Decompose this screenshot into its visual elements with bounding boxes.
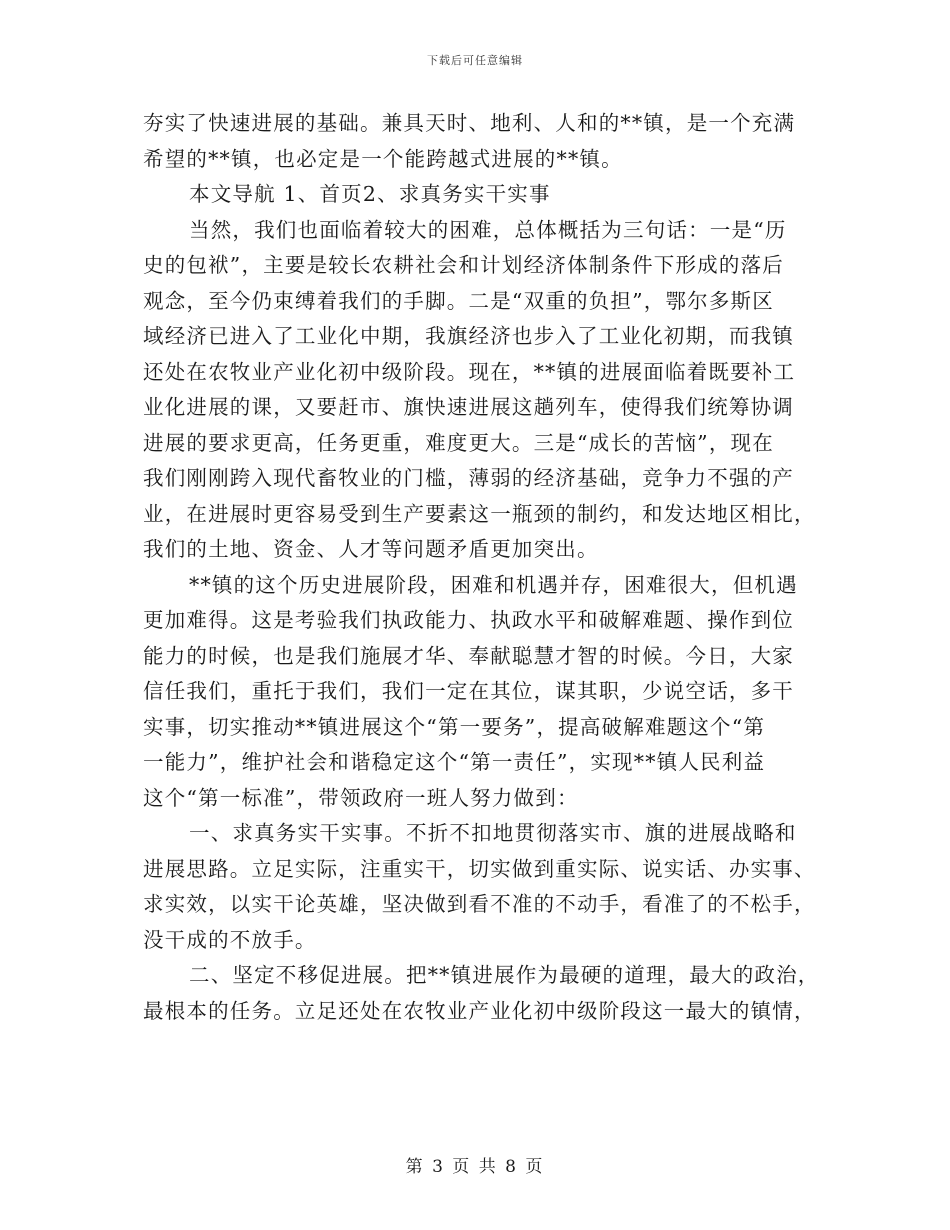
text-line: 进展的要求更高，任务更重，难度更大。三是“成长的苦恼”，现在 [143,430,774,455]
text-line: 夯实了快速进展的基础。兼具天时、地利、人和的**镇，是一个充满 [143,111,796,135]
document-body [143,106,820,1029]
text-line: 业化进展的课，又要赶市、旗快速进展这趟列车，使得我们统筹协调 [143,395,794,419]
text-line: 当然，我们也面临着较大的困难，总体概括为三句话：一是“历 [189,217,787,242]
text-line: **镇的这个历史进展阶段，困难和机遇并存，困难很大，但机遇 [189,572,798,597]
text-line: 业，在进展时更容易受到生产要素这一瓶颈的制约，和发达地区相比， [143,501,816,526]
page-header: 下载后可任意编辑 [427,54,523,67]
text-line: 希望的**镇，也必定是一个能跨越式进展的**镇。 [143,146,623,171]
text-line: 史的包袱”，主要是较长农耕社会和计划经济体制条件下形成的落后 [143,253,784,277]
text-line: 还处在农牧业产业化初中级阶段。现在，**镇的进展面临着既要补工 [143,359,796,384]
text-line: 没干成的不放手。 [143,927,317,952]
text-line: 二、坚定不移促进展。把**镇进展作为最硬的道理，最大的政治， [189,963,820,987]
text-line: 一、求真务实干实事。不折不扣地贯彻落实市、旗的进展战略和 [189,821,797,845]
text-line: 我们的土地、资金、人才等问题矛盾更加突出。 [143,537,599,561]
text-line: 更加难得。这是考验我们执政能力、执政水平和破解难题、操作到位 [143,608,794,632]
text-line: 实事，切实推动**镇进展这个“第一要务”，提高破解难题这个“第 [143,714,766,739]
text-line: 一能力”，维护社会和谐稳定这个“第一责任”，实现**镇人民利益 [143,750,766,774]
text-line: 域经济已进入了工业化中期，我旗经济也步入了工业化初期，而我镇 [143,324,794,348]
text-line: 信任我们，重托于我们，我们一定在其位，谋其职，少说空话，多干 [143,679,794,703]
text-line: 能力的时候，也是我们施展才华、奉献聪慧才智的时候。今日，大家 [143,643,794,668]
text-line: 本文导航 1、首页2、求真务实干实事 [189,182,551,206]
text-line: 进展思路。立足实际，注重实干，切实做到重实际、说实话、办实事、 [143,856,816,881]
text-line: 我们刚刚跨入现代畜牧业的门槛，薄弱的经济基础，竞争力不强的产 [143,466,794,490]
text-line: 最根本的任务。立足还处在农牧业产业化初中级阶段这一最大的镇情， [143,998,816,1023]
text-line: 观念，至今仍束缚着我们的手脚。二是“双重的负担”，鄂尔多斯区 [143,288,774,313]
page-number-footer: 第 3 页 共 8 页 [405,1157,545,1177]
text-line: 这个“第一标准”，带领政府一班人努力做到： [143,785,579,810]
text-line: 求实效，以实干论英雄，坚决做到看不准的不动手，看准了的不松手， [143,892,816,916]
